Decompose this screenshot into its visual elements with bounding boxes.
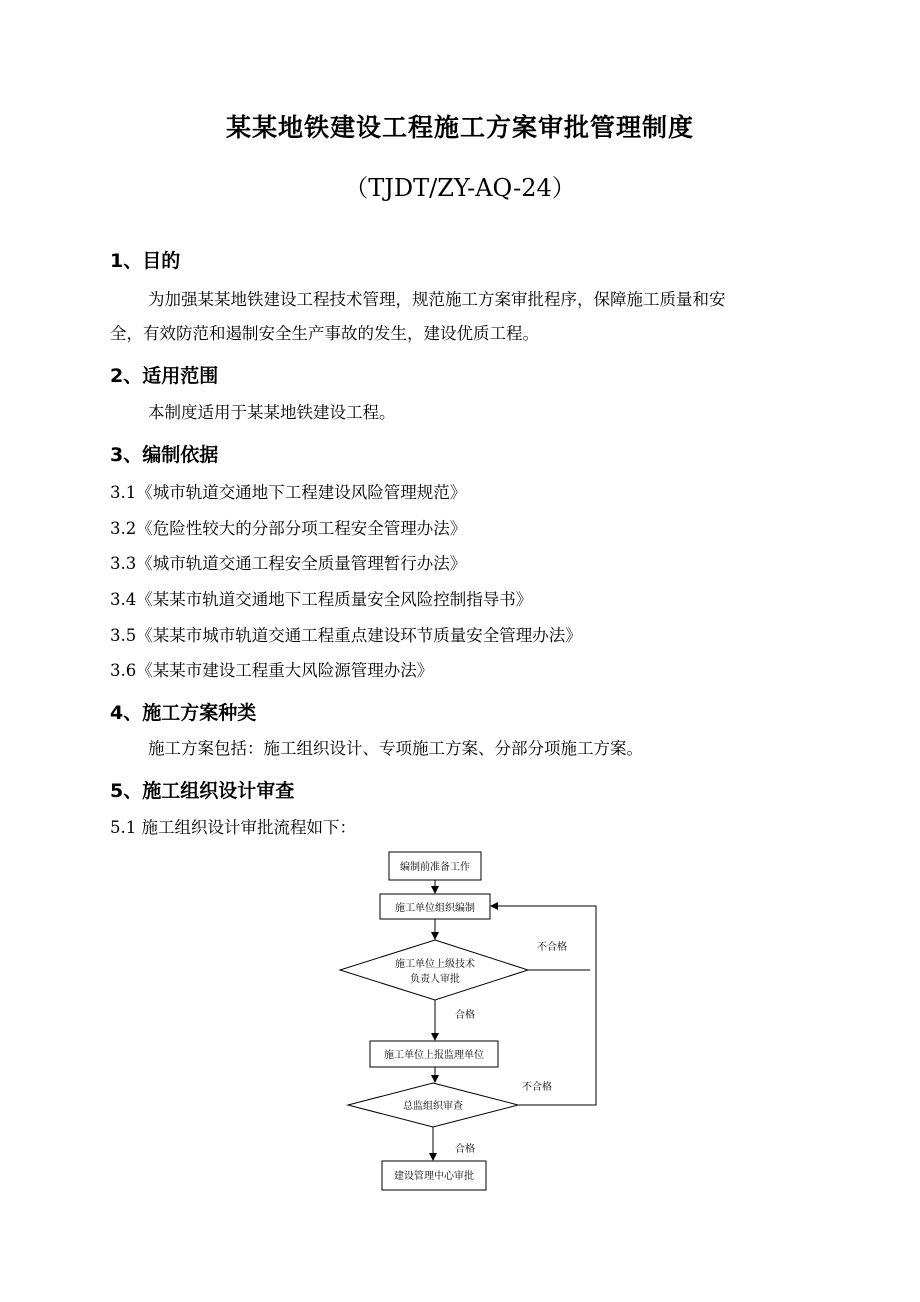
flow-step-text: 总监组织审查 [403,1101,463,1112]
flow-step-text: 编制前准备工作 [400,862,470,873]
paragraph-line: 施工方案包括：施工组织设计、专项施工方案、分部分项施工方案。 [148,739,643,758]
flow-step-text: 施工单位上级技术 [395,959,475,970]
flow-pass-label: 合格 [455,1010,475,1021]
paragraph-line: 全，有效防范和遏制安全生产事故的发生，建设优质工程。 [110,324,539,343]
flow-fail-label: 不合格 [522,1082,552,1093]
list-item: 3.2《危险性较大的分部分项工程安全管理办法》 [110,519,467,538]
flow-step-text: 施工单位上报监理单位 [384,1050,484,1061]
list-item: 5.1 施工组织设计审批流程如下： [110,818,356,837]
flow-fail-label: 不合格 [537,942,567,953]
approval-flowchart [320,840,620,1200]
flow-step-text: 负责人审批 [410,974,460,985]
section-heading: 3、编制依据 [110,444,219,466]
flow-step-text: 建设管理中心审批 [394,1171,474,1182]
list-item: 3.5《某某市城市轨道交通工程重点建设环节质量安全管理办法》 [110,626,582,645]
list-item: 3.4《某某市轨道交通地下工程质量安全风险控制指导书》 [110,590,533,609]
section-heading: 4、施工方案种类 [110,702,257,724]
section-heading: 2、适用范围 [110,365,219,387]
paragraph-line: 为加强某某地铁建设工程技术管理，规范施工方案审批程序，保障施工质量和安 [148,290,726,309]
paragraph-line: 本制度适用于某某地铁建设工程。 [148,403,396,422]
section-heading: 5、施工组织设计审查 [110,780,295,802]
document-code: （TJDT/ZY-AQ-24） [344,174,576,202]
list-item: 3.1《城市轨道交通地下工程建设风险管理规范》 [110,483,467,502]
flow-step-text: 施工单位组织编制 [395,903,475,914]
section-heading: 1、目的 [110,250,181,272]
flow-decision [340,940,528,1000]
list-item: 3.3《城市轨道交通工程安全质量管理暂行办法》 [110,554,467,573]
list-item: 3.6《某某市建设工程重大风险源管理办法》 [110,661,434,680]
document-title: 某某地铁建设工程施工方案审批管理制度 [225,113,694,142]
flow-pass-label: 合格 [455,1144,475,1155]
